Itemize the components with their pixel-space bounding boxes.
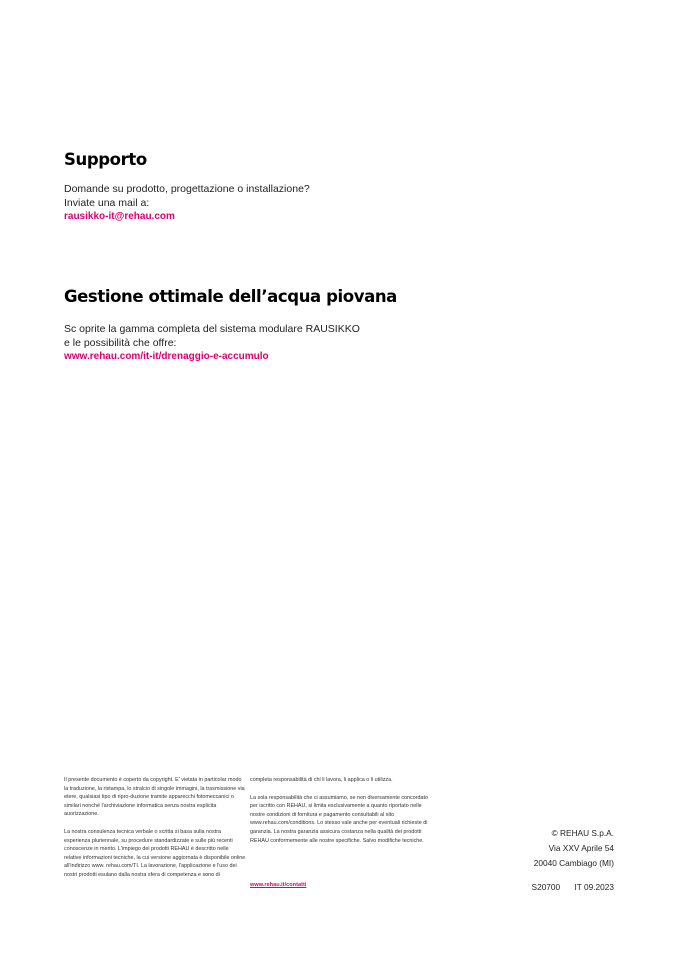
city-address: 20040 Cambiago (MI) — [533, 858, 614, 868]
liability-notice: La sola responsabilità che ci assumiamo, se non diversamente concordato per iscritto con REHAU, si limita esclusivamente a quanto riportato nelle nostre condizioni di fornitura e pagamento consultabili al sito www.rehau.com/conditions. Lo stesso vale anche per eventuali richieste di garanzia. La nostra garanzia assicura costanza nella qualità dei prodotti REHAU conformemente alle nostre specifiche. Salvo modifiche tecniche. — [250, 794, 428, 844]
rainwater-description-line-2: e le possibilità che offre: — [64, 337, 177, 349]
technical-advice-notice: La nostra consulenza tecnica verbale o scritta si basa sulla nostra esperienza pluriennale, su procedure standardizzate e sulle più recenti conoscenze in merito. L'impiego dei prodotti REHAU è descritto nelle relative informazioni tecniche, la cui versione aggiornata è disponibile online all'indirizzo www. rehau.com/TI. La lavorazione, l'applicazione e l'uso dei nostri prodotti esulano dalla nostra sfera di competenza e sono di — [64, 828, 246, 878]
responsibility-continuation: completa responsabilità di chi li lavora, li applica o li utilizza. — [250, 777, 393, 783]
support-email-link[interactable]: rausikko-it@rehau.com — [64, 211, 175, 222]
support-question: Domande su prodotto, progettazione o installazione? — [64, 183, 310, 195]
rainwater-description-line-1: Sc oprite la gamma completa del sistema modulare RAUSIKKO — [64, 323, 360, 335]
legal-column-2 — [250, 776, 430, 854]
rainwater-link[interactable]: www.rehau.com/it-it/drenaggio-e-accumulo — [64, 351, 269, 362]
street-address: Via XXV Aprile 54 — [548, 843, 614, 853]
legal-column-1 — [64, 776, 246, 889]
document-code: S20700 — [531, 882, 561, 892]
document-edition: IT 09.2023 — [574, 882, 614, 892]
rainwater-heading: Gestione ottimale dell’acqua piovana — [64, 287, 397, 306]
copyright-notice: Il presente documento è coperto da copyright. E' vietata in particolar modo la traduzione, la ristampa, lo stralcio di singole immagini, la trasmissione via etere, qualsiasi tipo di ripro-duzione tramite apparecchi fotomeccanici o similari nonché l'archiviazione informatica senza nostra esplicita auorizzazione. — [64, 777, 245, 818]
support-mail-prompt: Inviate una mail a: — [64, 197, 150, 209]
company-address — [534, 826, 614, 871]
support-section — [64, 150, 310, 224]
contacts-link[interactable]: www.rehau.it/contatti — [250, 882, 307, 888]
rainwater-section — [64, 287, 397, 364]
company-name: © REHAU S.p.A. — [551, 828, 614, 838]
support-heading: Supporto — [64, 150, 147, 169]
document-reference — [532, 882, 614, 892]
